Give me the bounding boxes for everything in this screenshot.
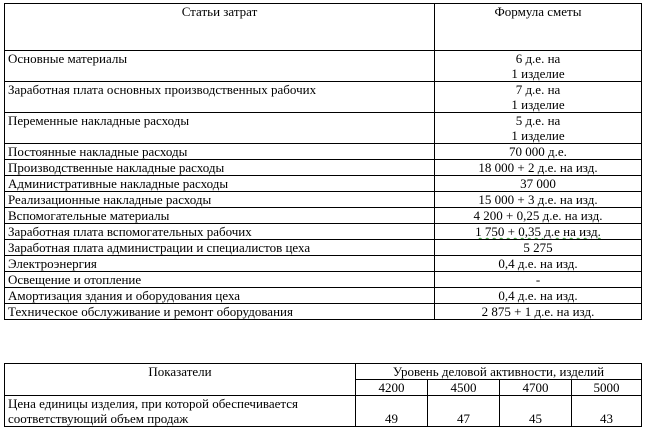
cost-item-name: Переменные накладные расходы [5,113,435,144]
cost-item-name: Административные накладные расходы [5,176,435,192]
table-row [5,272,642,288]
cost-item-name: Реализационные накладные расходы [5,192,435,208]
cost-table-header-row [5,4,642,51]
price-value: 47 [428,396,500,427]
header-estimate-formula: Формула сметы [435,4,642,51]
cost-item-name: Вспомогательные материалы [5,208,435,224]
cost-item-name: Производственные накладные расходы [5,160,435,176]
table-row [5,176,642,192]
table-row [5,256,642,272]
cost-item-name: Заработная плата основных производственных рабочих [5,82,435,113]
activity-level: 4500 [428,380,500,396]
table-row [5,288,642,304]
price-value: 45 [500,396,572,427]
cost-item-name: Освещение и отопление [5,272,435,288]
formula-line: 6 д.е. на [515,51,561,66]
header-indicators: Показатели [5,364,356,396]
cost-item-name: Заработная плата администрации и специалистов цеха [5,240,435,256]
activity-level: 5000 [572,380,642,396]
spellcheck-marked-formula: 1 750 + 0,35 д.е на изд. [475,224,601,239]
table-row [5,82,642,113]
formula-line: 7 д.е. на [515,82,561,97]
table-row [5,51,642,82]
cost-item-formula: 0,4 д.е. на изд. [435,288,642,304]
cost-item-formula: 70 000 д.е. [435,144,642,160]
cost-item-formula: 0,4 д.е. на изд. [435,256,642,272]
table-row [5,224,642,240]
table-row [5,160,642,176]
cost-item-name: Амортизация здания и оборудования цеха [5,288,435,304]
cost-item-formula [435,224,642,240]
formula-line: 1 изделие [511,66,565,81]
activity-level: 4700 [500,380,572,396]
table-row [5,113,642,144]
cost-item-formula: 15 000 + 3 д.е. на изд. [435,192,642,208]
cost-item-formula: 2 875 + 1 д.е. на изд. [435,304,642,320]
table-row [5,304,642,320]
formula-line: 1 изделие [511,97,565,112]
cost-item-name: Техническое обслуживание и ремонт оборудования [5,304,435,320]
cost-item-formula [435,51,642,82]
cost-item-formula [435,113,642,144]
header-activity-level: Уровень деловой активности, изделий [356,364,642,380]
table-row [5,240,642,256]
table-row [5,192,642,208]
table-row [5,208,642,224]
cost-item-formula: 4 200 + 0,25 д.е. на изд. [435,208,642,224]
indicator-name: Цена единицы изделия, при которой обеспечивается соответствующий объем продаж [5,396,356,427]
cost-item-formula: 18 000 + 2 д.е. на изд. [435,160,642,176]
cost-item-name: Электроэнергия [5,256,435,272]
cost-item-formula [435,82,642,113]
cost-item-formula: - [435,272,642,288]
activity-header-row [5,364,642,380]
price-value: 43 [572,396,642,427]
cost-item-formula: 5 275 [435,240,642,256]
table-row [5,144,642,160]
formula-line: 5 д.е. на [515,113,561,128]
cost-estimate-table [4,3,642,320]
cost-item-name: Основные материалы [5,51,435,82]
table-row [5,396,642,427]
formula-line: 1 изделие [511,128,565,143]
header-cost-item: Статьи затрат [5,4,435,51]
cost-item-formula: 37 000 [435,176,642,192]
cost-item-name: Постоянные накладные расходы [5,144,435,160]
cost-item-name: Заработная плата вспомогательных рабочих [5,224,435,240]
activity-level: 4200 [356,380,428,396]
business-activity-table [4,363,642,427]
price-value: 49 [356,396,428,427]
